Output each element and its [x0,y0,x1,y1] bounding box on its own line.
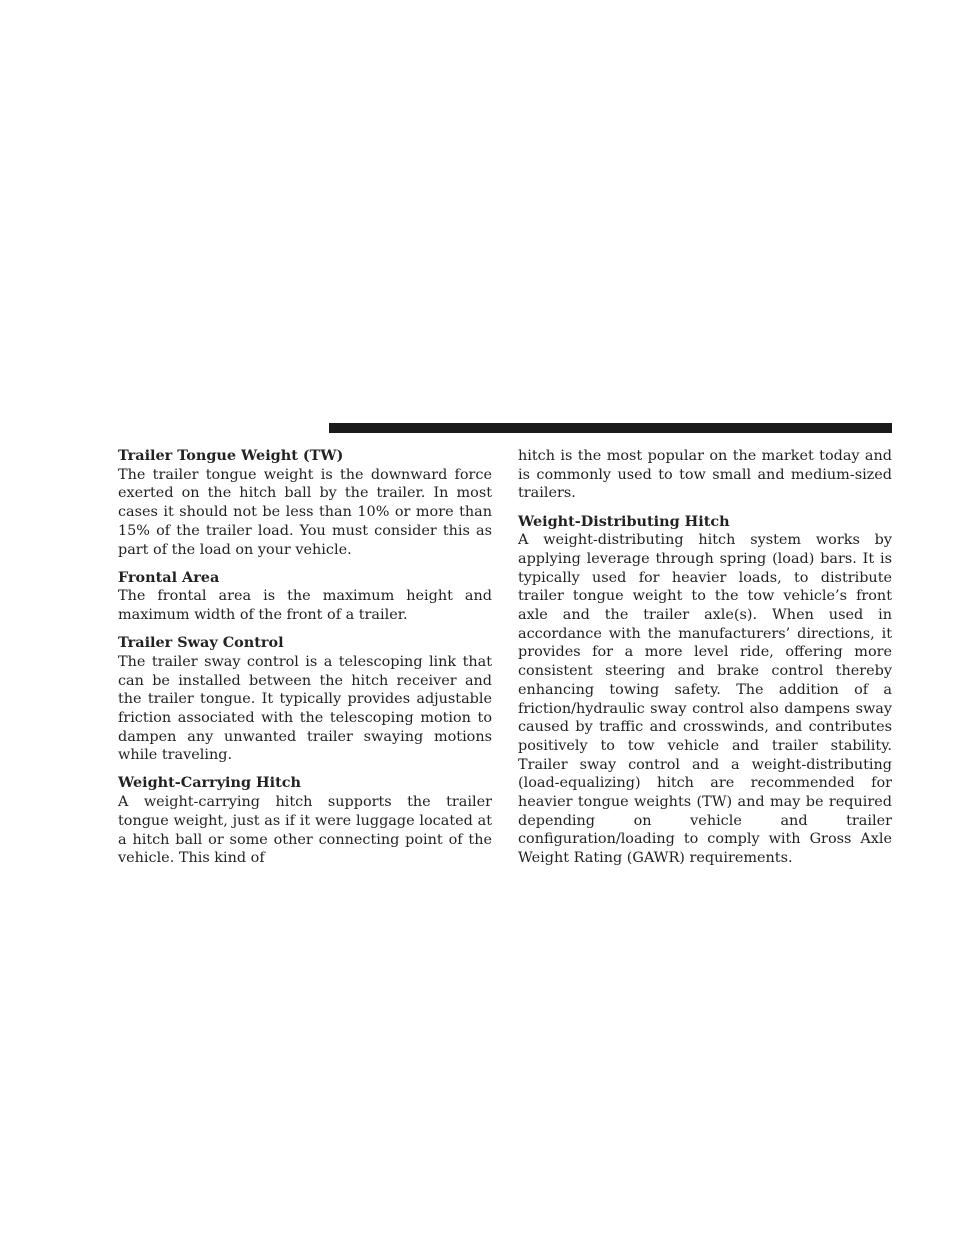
section-weight-carrying-hitch [118,774,492,868]
section-heading: Trailer Tongue Weight (TW) [118,447,344,464]
section-heading: Weight-Carrying Hitch [118,774,301,792]
section-heading: Trailer Sway Control [118,634,284,652]
section-body: A weight-carrying hitch supports the trailer tongue weight, just as if it were luggage located at a hitch ball or some other connecting point of the vehicle. This kind of [118,794,492,867]
section-body: A weight-distributing hitch system works by applying leverage through spring (load) bars. It is typically used for heavier loads, to distribute trailer tongue weight to the tow vehicle’s front axle and the trailer axle(s). When used in accordance with the manufacturers’ directions, it provides for a more level ride, offering more consistent steering and brake control thereby enhancing towing safety. The addition of a friction/hydraulic sway control also dampens sway caused by traffic and crosswinds, and contributes positively to tow vehicle and trailer stability. Trailer sway control and a weight-distributing (load-equalizing) hitch are recommended for heavier tongue weights (TW) and may be required depending on vehicle and trailer configuration/loading to comply with Gross Axle Weight Rating (GAWR) requirements. [518,532,892,867]
section-trailer-sway-control [118,634,492,765]
left-column [118,447,492,877]
section-heading: Frontal Area [118,568,220,586]
section-weight-distributing-hitch [518,513,892,868]
section-trailer-tongue-weight [118,447,492,559]
section-body: The frontal area is the maximum height and maximum width of the front of a trailer. [118,588,492,624]
section-heading: Weight-Distributing Hitch [518,512,730,530]
section-body: The trailer tongue weight is the downward force exerted on the hitch ball by the trailer. In most cases it should not be less than 10% or more than 15% of the trailer load. You must consider this as part of the load on your vehicle. [118,466,492,558]
continued-paragraph: hitch is the most popular on the market today and is commonly used to tow small and medium-sized trailers. [518,448,892,502]
section-body: The trailer sway control is a telescoping link that can be installed between the hitch receiver and the trailer tongue. It typically provides adjustable friction associated with the telescoping motion to dampen any unwanted trailer swaying motions while traveling. [118,653,492,764]
right-column [518,447,892,877]
section-divider-bar [329,423,892,433]
section-frontal-area [118,569,492,625]
